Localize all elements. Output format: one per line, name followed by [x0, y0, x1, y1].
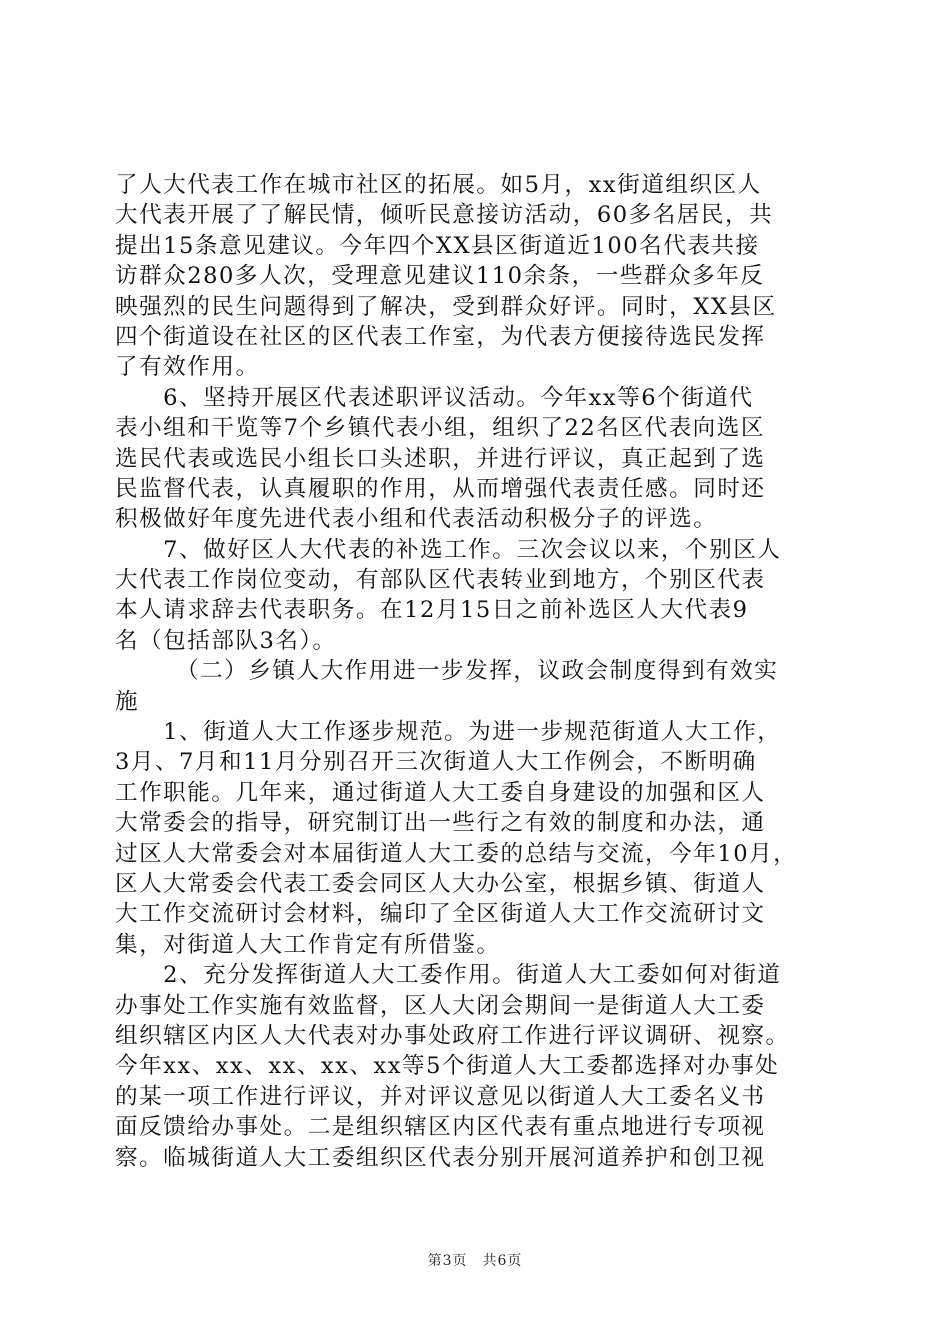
- text-line: 1、街道人大工作逐步规范。为进一步规范街道人大工作，: [115, 719, 782, 746]
- text-line: 3月、7月和11月分别召开三次街道人大工作例会，不断明确: [115, 749, 757, 776]
- text-line: 7、做好区人大代表的补选工作。三次会议以来，个别区人: [115, 536, 782, 563]
- page-footer: 第3页 共6页: [427, 1253, 523, 1269]
- text-line: 访群众280多人次，受理意见建议110余条，一些群众多年反: [115, 263, 765, 290]
- text-line: 办事处工作实施有效监督，区人大闭会期间一是街道人大工委: [115, 992, 766, 1019]
- text-line: 了人大代表工作在城市社区的拓展。如5月，xx街道组织区人: [115, 172, 762, 198]
- text-line: 施: [115, 688, 140, 715]
- text-line: 大代表工作岗位变动，有部队区代表转业到地方，个别区代表: [115, 567, 766, 594]
- text-line: 2、充分发挥街道人大工委作用。街道人大工委如何对街道: [115, 962, 782, 989]
- text-line: （二）乡镇人大作用进一步发挥，议政会制度得到有效实: [115, 658, 779, 685]
- text-line: 了有效作用。: [115, 354, 260, 381]
- text-line: 区人大常委会代表工委会同区人大办公室，根据乡镇、街道人: [115, 870, 766, 897]
- text-line: 名（包括部队3名）。: [115, 627, 337, 654]
- text-line: 表小组和干览等7个乡镇代表小组，组织了22名区代表向选区: [115, 415, 765, 442]
- text-line: 选民代表或选民小组长口头述职，并进行评议，真正起到了选: [115, 445, 766, 472]
- text-line: 集，对街道人大工作肯定有所借鉴。: [115, 931, 501, 958]
- text-line: 大代表开展了了解民情，倾听民意接访活动，60多名居民，共: [115, 202, 774, 229]
- text-line: 的某一项工作进行评议，并对评议意见以街道人大工委名义书: [115, 1083, 766, 1110]
- text-line: 大常委会的指导，研究制订出一些行之有效的制度和办法，通: [115, 810, 766, 837]
- text-line: 今年xx、xx、xx、xx、xx等5个街道人大工委都选择对办事处: [115, 1053, 780, 1080]
- text-line: 本人请求辞去代表职务。在12月15日之前补选区人大代表9: [115, 597, 749, 624]
- text-line: 6、坚持开展区代表述职评议活动。今年xx等6个街道代: [115, 384, 754, 411]
- text-line: 组织辖区内区人大代表对办事处政府工作进行评议调研、视察。: [115, 1022, 790, 1049]
- document-body: [115, 170, 835, 1173]
- text-line: 民监督代表，认真履职的作用，从而增强代表责任感。同时还: [115, 475, 766, 502]
- text-line: 映强烈的民生问题得到了解决，受到群众好评。同时，XX县区: [115, 293, 777, 320]
- text-line: 提出15条意见建议。今年四个XX县区街道近100名代表共接: [115, 232, 760, 259]
- text-line: 大工作交流研讨会材料，编印了全区街道人大工作交流研讨文: [115, 901, 766, 928]
- text-line: 工作职能。几年来，通过街道人大工委自身建设的加强和区人: [115, 779, 766, 806]
- text-line: 四个街道设在社区的区代表工作室，为代表方便接待选民发挥: [115, 323, 766, 350]
- text-line: 过区人大常委会对本届街道人大工委的总结与交流，今年10月，: [115, 840, 798, 867]
- text-line: 察。临城街道人大工委组织区代表分别开展河道养护和创卫视: [115, 1144, 766, 1171]
- text-line: 面反馈给办事处。二是组织辖区内区代表有重点地进行专项视: [115, 1114, 766, 1141]
- text-line: 积极做好年度先进代表小组和代表活动积极分子的评选。: [115, 506, 718, 533]
